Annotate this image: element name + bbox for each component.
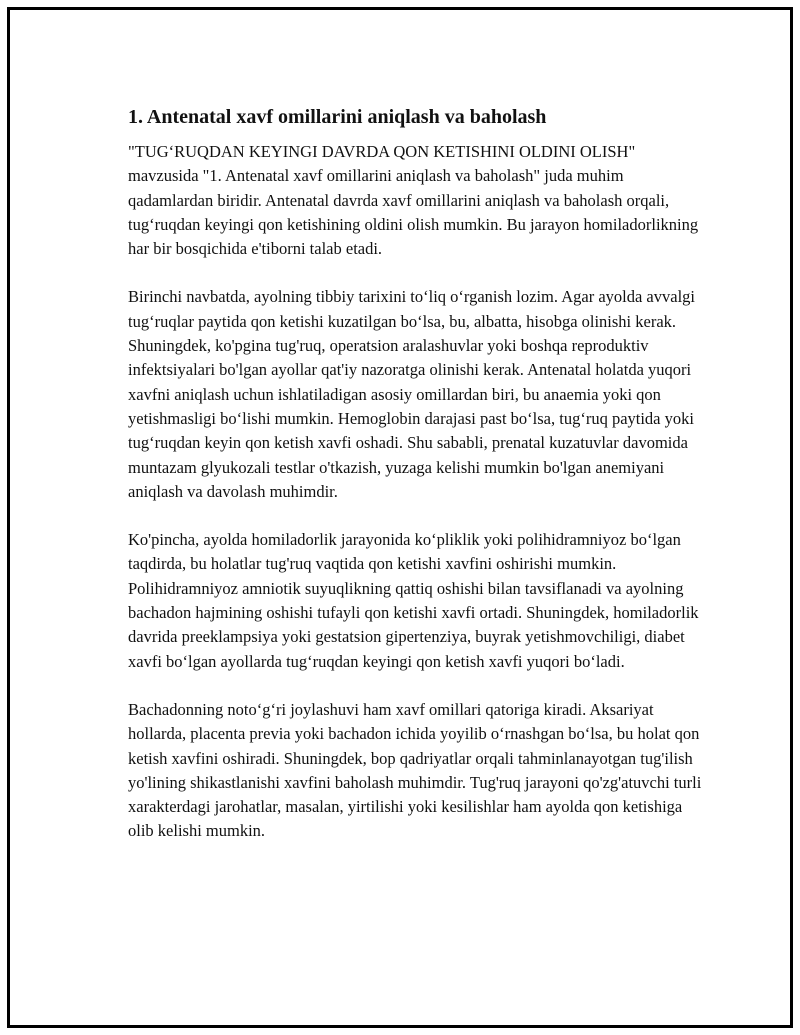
paragraph-medical-history: Birinchi navbatda, ayolning tibbiy tarixini to‘liq o‘rganish lozim. Agar ayolda avvalgi tug‘ruqlar paytida qon ketishi kuzatilgan bo‘lsa, bu, albatta, hisobga olinishi kerak. Shuningdek, ko'pgina tug'ruq, operatsion aralashuvlar yoki boshqa reproduktiv infektsiyalari bo'lgan ayollar qat'iy nazoratga olinishi kerak. Antenatal holatda yuqori xavfni aniqlash uchun ishlatiladigan asosiy omillardan biri, bu anaemia yoki qon yetishmasligi bo‘lishi mumkin. Hemoglobin darajasi past bo‘lsa, tug‘ruq paytida yoki tug‘ruqdan keyin qon ketish xavfi oshadi. Shu sababli, prenatal kuzatuvlar davomida muntazam glyukozali testlar o'tkazish, yuzaga kelishi mumkin bo'lgan anemiyani aniqlash va davolash muhimdir.	[128, 287, 695, 501]
paragraph-intro: "TUG‘RUQDAN KEYINGI DAVRDA QON KETISHINI OLDINI OLISH" mavzusida "1. Antenatal xavf omillarini aniqlash va baholash" juda muhim qadamlardan biridir. Antenatal davrda xavf omillarini aniqlash va baholash orqali, tug‘ruqdan keyingi qon ketishining oldini olish mumkin. Bu jarayon homiladorlikning har bir bosqichida e'tiborni talab etadi.	[128, 142, 699, 259]
paragraph-placenta-position: Bachadonning noto‘g‘ri joylashuvi ham xavf omillari qatoriga kiradi. Aksariyat hollarda, placenta previa yoki bachadon ichida yoyilib o‘rnashgan bo‘lsa, bu holat qon ketish xavfini oshiradi. Shuningdek, bop qadriyatlar orqali tahminlanayotgan tug'ilish yo'lining shikastlanishi xavfini baholash muhimdir. Tug'ruq jarayoni qo'zg'atuvchi turli xarakterdagi jarohatlar, masalan, yirtilishi yoki kesilishlar ham ayolda qon ketishiga olib kelishi mumkin.	[128, 699, 702, 841]
paragraph-polyhydramnios: Ko'pincha, ayolda homiladorlik jarayonida ko‘pliklik yoki polihidramniyoz bo‘lgan taqdirda, bu holatlar tug'ruq vaqtida qon ketishi xavfini oshirishi mumkin. Polihidramniyoz amniotik suyuqlikning qattiq oshishi bilan tavsiflanadi va ayolning bachadon hajmining oshishi tufayli qon ketishi xavfi ortadi. Shuningdek, homiladorlik davrida preeklampsiya yoki gestatsion gipertenziya, buyrak yetishmovchiligi, diabet xavfi bo‘lgan ayollarda tug‘ruqdan keyingi qon ketish xavfi yuqori bo‘ladi.	[128, 530, 699, 671]
page-frame	[7, 7, 793, 1028]
document-body	[128, 104, 708, 868]
section-heading: 1. Antenatal xavf omillarini aniqlash va baholash	[128, 106, 547, 128]
